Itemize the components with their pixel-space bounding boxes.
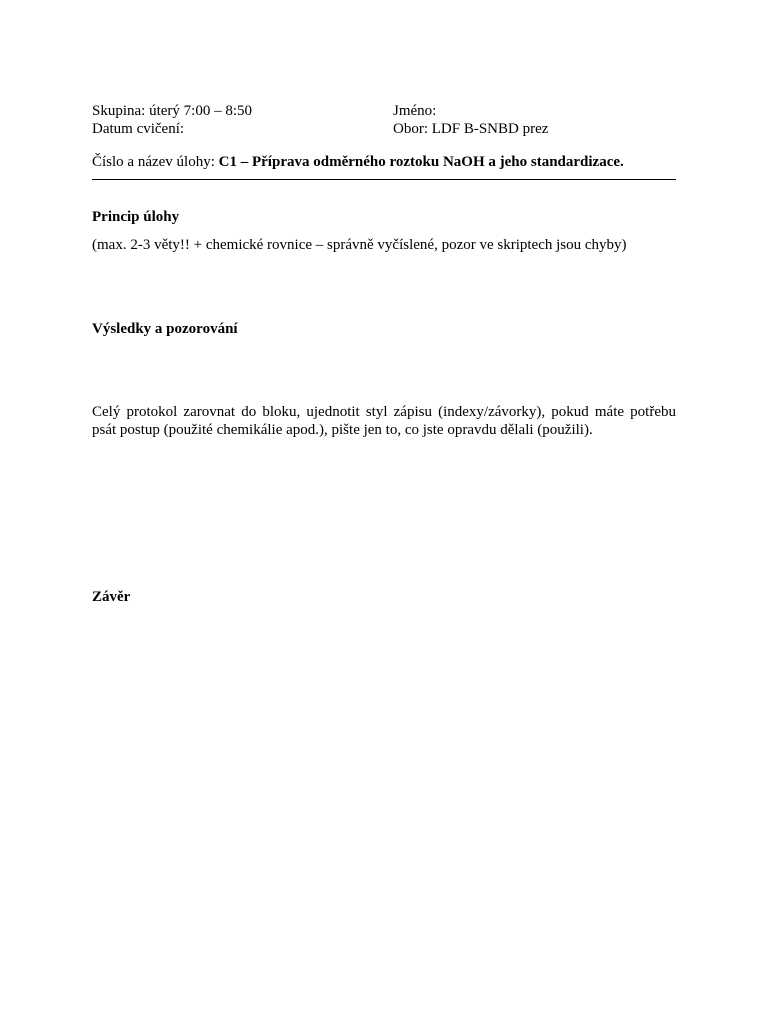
- date-line: Datum cvičení:: [92, 121, 185, 137]
- header-divider: [92, 179, 676, 180]
- field-line: Obor: LDF B-SNBD prez: [393, 121, 549, 137]
- instructions-line-2: psát postup (použité chemikálie apod.), pište jen to, co jste opravdu dělali (použili).: [92, 422, 593, 438]
- principle-note: (max. 2-3 věty!! + chemické rovnice – správně vyčíslené, pozor ve skriptech jsou chyby): [92, 237, 627, 253]
- group-line: Skupina: úterý 7:00 – 8:50: [92, 103, 252, 119]
- task-line: [92, 153, 624, 171]
- instructions-line-1: Celý protokol zarovnat do bloku, ujednotit styl zápisu (indexy/závorky), pokud máte potřebu: [92, 404, 676, 420]
- task-title: C1 – Příprava odměrného roztoku NaOH a jeho standardizace.: [218, 154, 624, 170]
- task-label: Číslo a název úlohy:: [92, 154, 219, 170]
- results-heading: Výsledky a pozorování: [92, 321, 238, 337]
- principle-heading: Princip úlohy: [92, 209, 180, 225]
- name-line: Jméno:: [393, 103, 437, 119]
- conclusion-heading: Závěr: [92, 589, 131, 605]
